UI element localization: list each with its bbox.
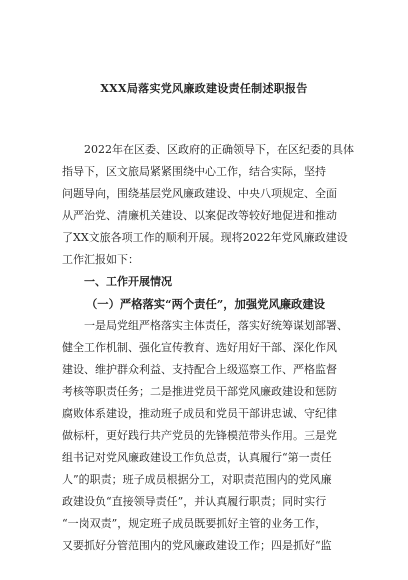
body-line: 政建设负“直接领导责任”，并认真履行职责；同时实行	[62, 495, 327, 508]
intro-line: 工作汇报如下：	[62, 253, 139, 266]
document-body	[62, 139, 358, 557]
intro-line: 从严治党、清廉机关建设、以案促改等较好地促进和推动	[62, 209, 337, 222]
body-line: “一岗双责”，规定班子成员既要抓好主管的业务工作，	[62, 517, 327, 530]
body-line: 健全工作机制、强化宣传教育、选好用好干部、深化作风	[62, 341, 337, 354]
document-title: XXX局落实党风廉政建设责任制述职报告	[100, 82, 308, 95]
intro-line: 了XX文旅各项工作的顺利开展。现将2022年党风廉政建设	[62, 231, 348, 244]
body-line: 考核等职责任务；二是推进党员干部党风廉政建设和惩防	[62, 385, 337, 398]
body-line: 做标杆，更好践行共产党员的先锋模范带头作用。三是党	[62, 429, 337, 442]
body-line: 一是局党组严格落实主体责任，落实好统筹谋划部署、	[84, 319, 348, 332]
body-line: 组书记对党风廉政建设工作负总责，认真履行“第一责任	[62, 451, 332, 464]
intro-line: 指导下，区文旅局紧紧围绕中心工作，结合实际，坚持	[62, 165, 326, 178]
section-heading: 一、工作开展情况	[84, 275, 172, 288]
body-line: 腐败体系建设，推动班子成员和党员干部讲忠诚、守纪律	[62, 407, 337, 420]
intro-line: 2022年在区委、区政府的正确领导下，在区纪委的具体	[84, 143, 354, 156]
body-line: 又要抓好分管范围内的党风廉政建设工作；四是抓好“监	[62, 539, 332, 552]
subsection-heading: （一）严格落实“两个责任”，加强党风廉政建设	[86, 297, 325, 311]
intro-line: 问题导向，围绕基层党风廉政建设、中央八项规定、全面	[62, 187, 337, 200]
body-line: 人”的职责；班子成员根据分工，对职责范围内的党风廉	[62, 473, 332, 486]
body-line: 建设、维护群众利益、支持配合上级巡察工作、严格监督	[62, 363, 337, 376]
